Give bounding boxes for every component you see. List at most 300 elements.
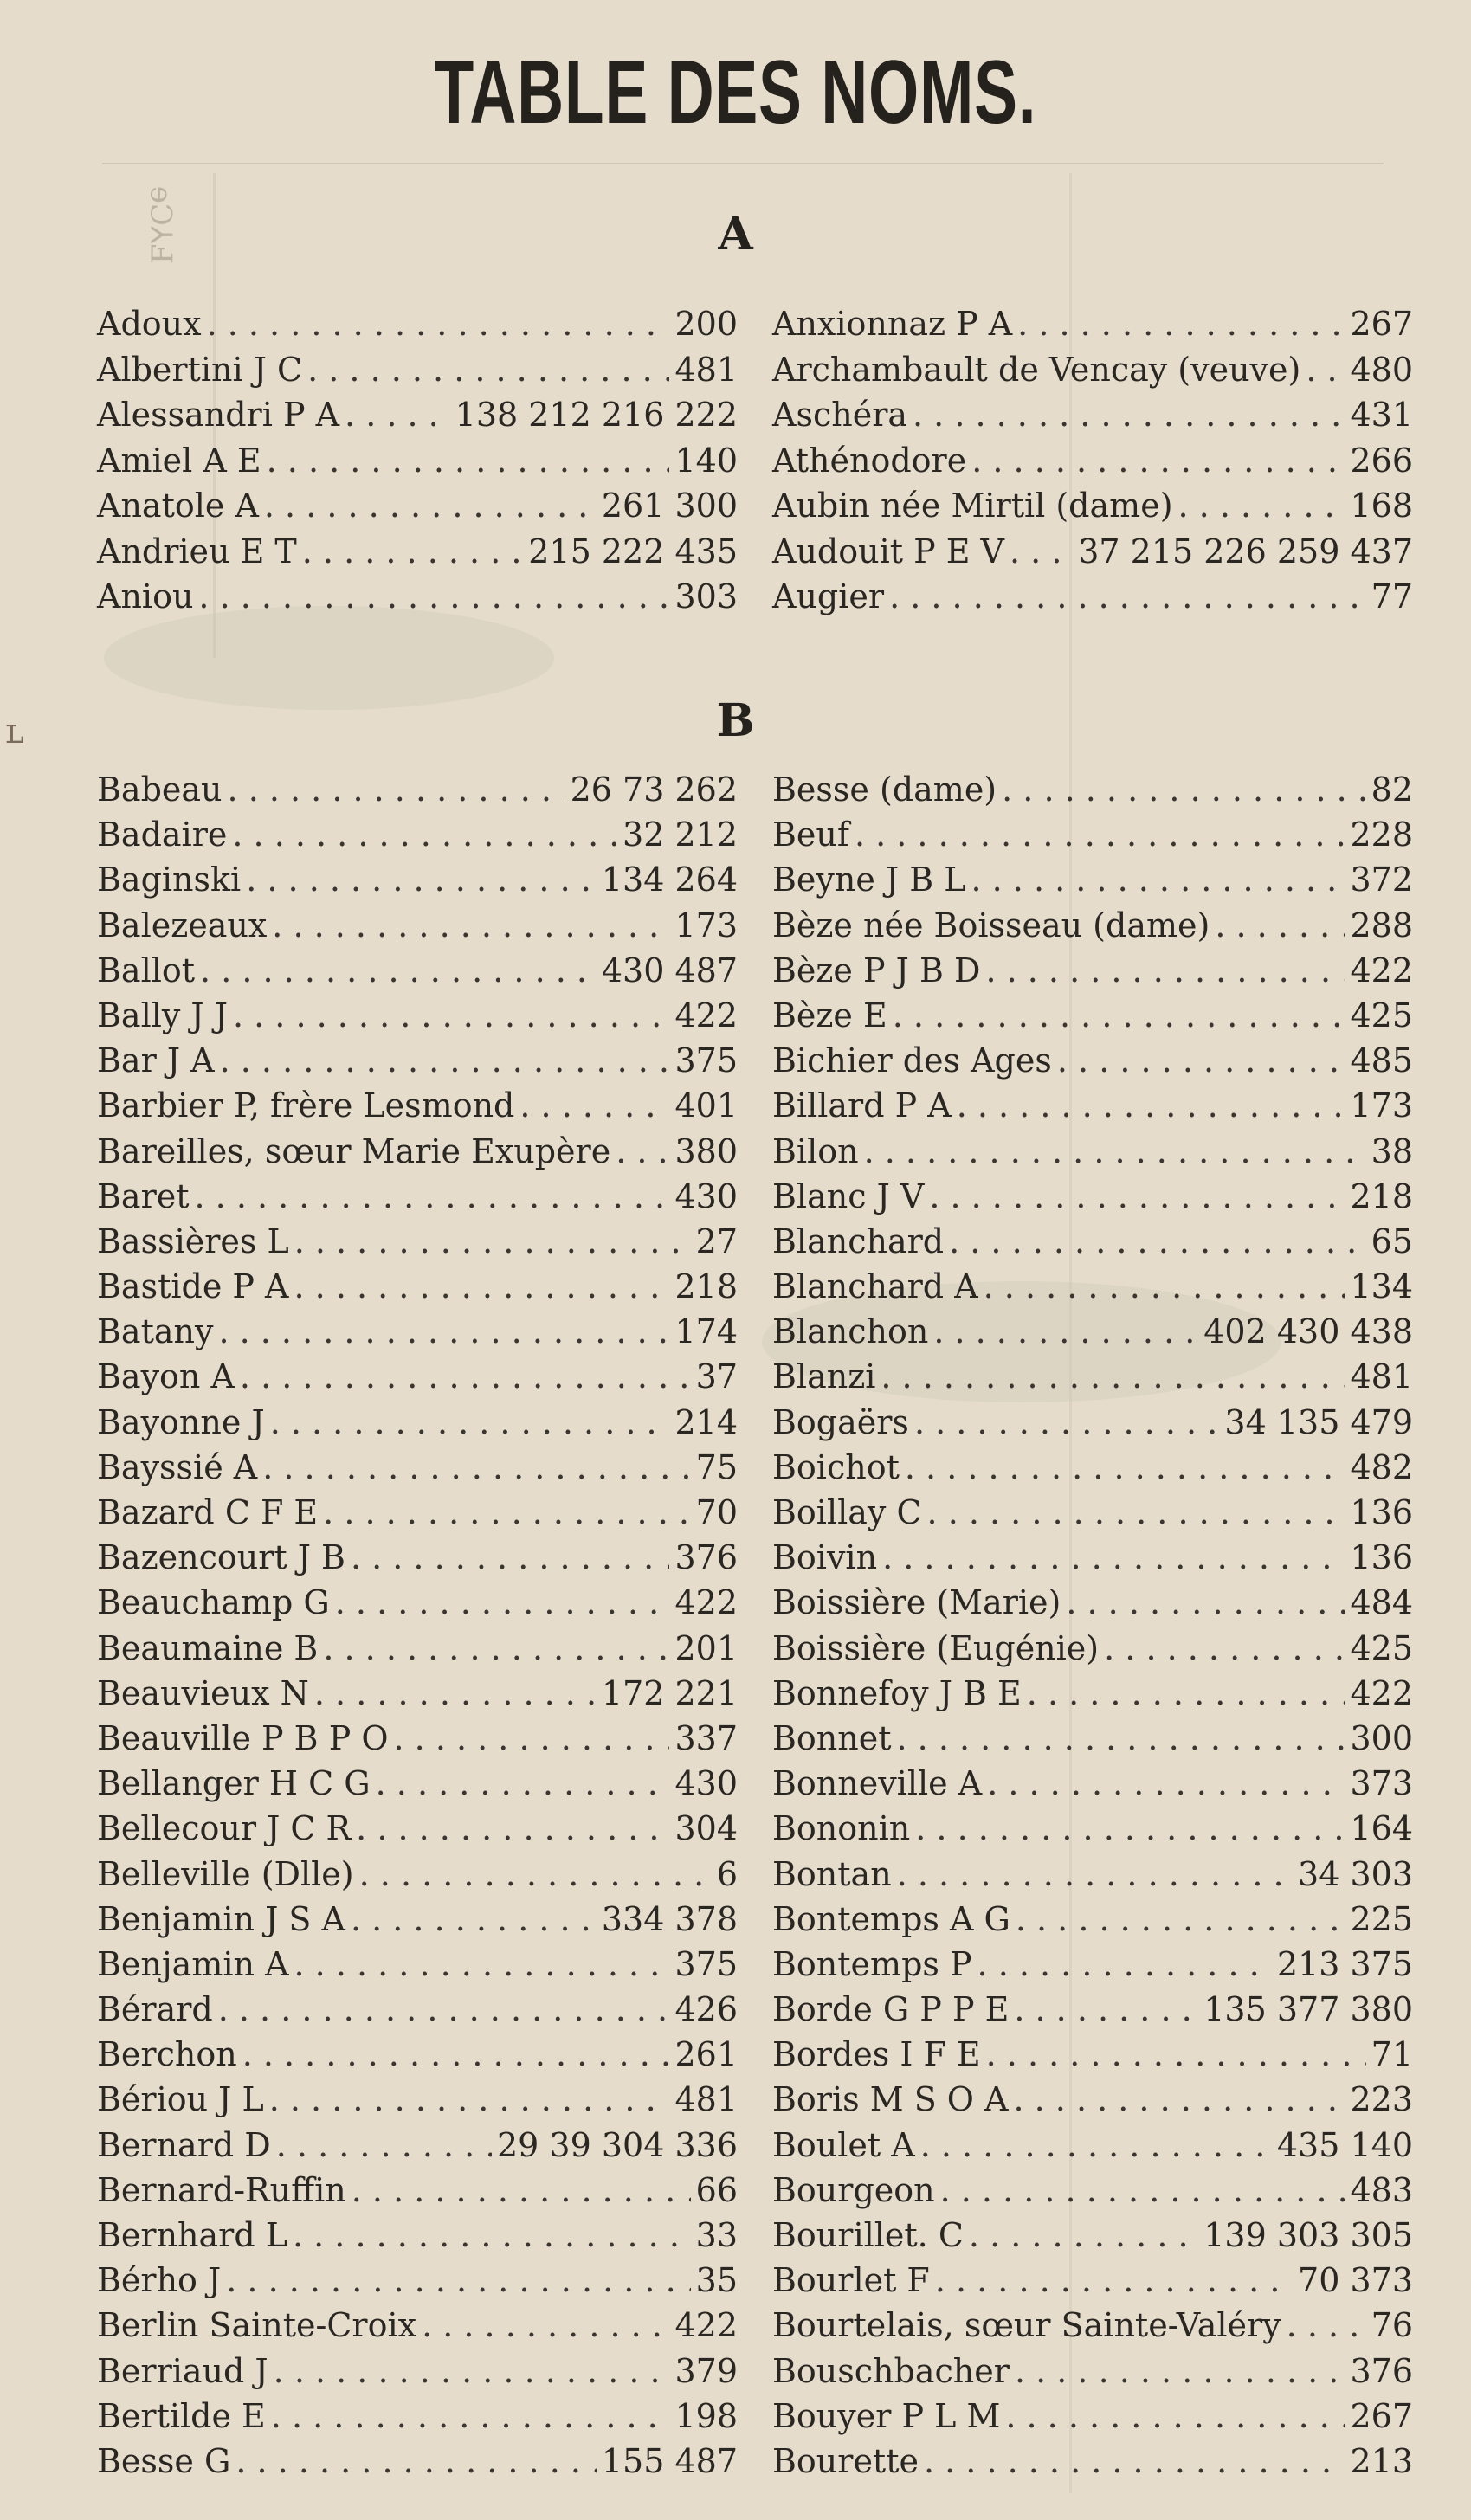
index-entry — [97, 951, 738, 996]
index-entry — [772, 951, 1413, 996]
entry-page-refs: 136 — [1350, 1493, 1413, 1531]
dot-leader — [293, 2216, 691, 2254]
dot-leader — [1178, 487, 1345, 525]
index-entry — [97, 860, 738, 906]
section-letter-a: A — [718, 208, 753, 261]
dot-leader — [359, 1855, 712, 1893]
entry-name: Bernard-Ruffin — [97, 2170, 346, 2209]
entry-name: Bèze E — [772, 996, 887, 1034]
dot-leader — [971, 860, 1345, 899]
entry-name: Benjamin J S A — [97, 1899, 345, 1938]
index-entry — [772, 1448, 1413, 1493]
index-entry — [772, 2397, 1413, 2442]
dot-leader — [274, 2352, 670, 2390]
index-entry — [772, 1041, 1413, 1086]
entry-name: Blanc J V — [772, 1176, 925, 1215]
index-entry — [97, 1177, 738, 1222]
entry-name: Aubin née Mirtil (dame) — [772, 487, 1173, 525]
entry-name: Bourette — [772, 2441, 919, 2480]
bleed-through-glyphs: ɘƆ⅄Ⅎ — [143, 185, 178, 265]
entry-page-refs: 480 — [1350, 350, 1413, 389]
entry-name: Bérho J — [97, 2261, 222, 2300]
dot-leader — [294, 1267, 670, 1305]
entry-name: Bernard D — [97, 2125, 271, 2164]
entry-name: Boichot — [772, 1447, 900, 1486]
header-rule — [102, 163, 1384, 164]
entry-page-refs: 422 — [674, 2306, 738, 2345]
entry-name: Billard P A — [772, 1086, 952, 1125]
index-entry — [97, 1448, 738, 1493]
entry-page-refs: 168 — [1350, 487, 1413, 525]
entry-name: Borde G P P E — [772, 1990, 1010, 2029]
entry-page-refs: 6 — [716, 1854, 738, 1893]
dot-leader — [198, 577, 669, 615]
index-entry — [97, 1629, 738, 1674]
entry-name: Alessandri P A — [97, 396, 340, 434]
entry-name: Bernhard L — [97, 2216, 287, 2254]
dot-leader — [915, 1809, 1345, 1847]
entry-name: Bertilde E — [97, 2396, 266, 2435]
dot-leader — [220, 1041, 670, 1080]
entry-name: Bassières L — [97, 1221, 289, 1260]
entry-page-refs: 27 — [695, 1221, 738, 1260]
entry-page-refs: 214 — [674, 1402, 738, 1441]
index-entry — [772, 1177, 1413, 1222]
dot-leader — [323, 1629, 669, 1667]
entry-name: Beauchamp G — [97, 1583, 330, 1622]
entry-page-refs: 303 — [674, 577, 738, 615]
entry-name: Albertini J C — [97, 350, 303, 389]
index-entry — [97, 1086, 738, 1131]
dot-leader — [246, 860, 597, 899]
entry-page-refs: 34 303 — [1298, 1854, 1413, 1893]
index-entry — [772, 532, 1413, 578]
entry-page-refs: 228 — [1350, 815, 1413, 854]
entry-name: Archambault de Vencay (veuve) — [772, 350, 1301, 389]
dot-leader — [218, 1990, 670, 2028]
entry-page-refs: 430 — [674, 1176, 738, 1215]
entry-name: Boillay C — [772, 1493, 922, 1531]
entry-name: Bayssié A — [97, 1447, 258, 1486]
dot-leader — [986, 2035, 1366, 2073]
dot-leader — [226, 2261, 690, 2299]
index-entry — [97, 1855, 738, 1900]
entry-page-refs: 422 — [1350, 951, 1413, 989]
index-entry — [772, 1945, 1413, 1990]
entry-name: Bouschbacher — [772, 2351, 1010, 2390]
dot-leader — [855, 815, 1345, 854]
dot-leader — [984, 1267, 1345, 1305]
entry-page-refs: 77 — [1371, 577, 1413, 615]
entry-page-refs: 288 — [1350, 906, 1413, 944]
entry-page-refs: 34 135 479 — [1224, 1402, 1413, 1441]
entry-name: Bontan — [772, 1854, 892, 1893]
entry-page-refs: 334 378 — [601, 1899, 738, 1938]
entry-page-refs: 267 — [1350, 305, 1413, 343]
dot-leader — [913, 396, 1345, 434]
entry-name: Baginski — [97, 860, 242, 899]
index-entry — [772, 487, 1413, 532]
entry-page-refs: 173 — [1350, 1086, 1413, 1125]
entry-page-refs: 481 — [1350, 1357, 1413, 1396]
index-entry — [97, 1583, 738, 1628]
index-entry — [97, 1267, 738, 1312]
entry-name: Boulet A — [772, 2125, 915, 2164]
entry-page-refs: 164 — [1350, 1809, 1413, 1848]
entry-name: Bériou J L — [97, 2080, 264, 2119]
entry-page-refs: 422 — [674, 1583, 738, 1622]
entry-page-refs: 213 — [1350, 2441, 1413, 2480]
entry-name: Besse G — [97, 2441, 231, 2480]
index-entry — [772, 305, 1413, 351]
index-entry — [97, 351, 738, 396]
entry-name: Ballot — [97, 951, 196, 989]
entry-name: Aschéra — [772, 396, 908, 434]
index-entry — [97, 2306, 738, 2351]
dot-leader — [519, 1086, 669, 1125]
index-entry — [97, 1357, 738, 1402]
entry-name: Badaire — [97, 815, 228, 854]
dot-leader — [200, 951, 597, 989]
index-entry — [97, 1809, 738, 1854]
dot-leader — [267, 441, 670, 480]
entry-name: Babeau — [97, 770, 223, 809]
entry-name: Beauville P B P O — [97, 1718, 389, 1757]
page-title: TABLE DES NOMS. — [434, 42, 1037, 143]
dot-leader — [864, 1132, 1366, 1170]
entry-name: Benjamin A — [97, 1944, 289, 1983]
dot-leader — [1010, 532, 1073, 570]
entry-page-refs: 35 — [695, 2261, 738, 2300]
entry-name: Blanzi — [772, 1357, 876, 1396]
entry-name: Blanchard — [772, 1221, 945, 1260]
dot-leader — [882, 1538, 1345, 1576]
index-entry — [97, 441, 738, 487]
index-entry — [97, 1132, 738, 1177]
entry-name: Bèze née Boisseau (dame) — [772, 906, 1210, 944]
dot-leader — [933, 1312, 1198, 1350]
entry-page-refs: 26 73 262 — [570, 770, 738, 809]
entry-name: Bazencourt J B — [97, 1538, 345, 1577]
entry-name: Belleville (Dlle) — [97, 1854, 354, 1893]
dot-leader — [1066, 1583, 1345, 1621]
index-entry — [97, 2126, 738, 2171]
dot-leader — [914, 1403, 1219, 1441]
entry-page-refs: 431 — [1350, 396, 1413, 434]
dot-leader — [233, 996, 669, 1034]
dot-leader — [1027, 1674, 1345, 1712]
dot-leader — [351, 1900, 597, 1938]
index-entry — [772, 1086, 1413, 1131]
entry-name: Bèze P J B D — [772, 951, 981, 989]
dot-leader — [228, 770, 565, 809]
index-entry — [97, 532, 738, 578]
entry-page-refs: 71 — [1371, 2035, 1413, 2074]
entry-name: Bayon A — [97, 1357, 235, 1396]
index-entry — [772, 1855, 1413, 1900]
dot-leader — [422, 2306, 669, 2344]
entry-page-refs: 425 — [1350, 1628, 1413, 1667]
section-b-right-column — [772, 770, 1413, 2487]
index-entry — [772, 577, 1413, 623]
entry-name: Balezeaux — [97, 906, 268, 944]
entry-name: Bellanger H C G — [97, 1764, 371, 1803]
entry-page-refs: 140 — [674, 441, 738, 480]
entry-name: Athénodore — [772, 441, 967, 480]
dot-leader — [232, 815, 617, 854]
entry-page-refs: 484 — [1350, 1583, 1413, 1622]
entry-page-refs: 483 — [1350, 2170, 1413, 2209]
entry-page-refs: 70 373 — [1298, 2261, 1413, 2300]
dot-leader — [264, 487, 597, 525]
index-entry — [97, 1764, 738, 1809]
dot-leader — [1017, 305, 1345, 343]
entry-name: Boivin — [772, 1538, 878, 1577]
index-entry — [772, 1493, 1413, 1538]
index-entry — [772, 770, 1413, 815]
dot-leader — [985, 951, 1345, 989]
index-entry — [772, 441, 1413, 487]
entry-name: Augier — [772, 577, 885, 615]
dot-leader — [294, 1222, 691, 1260]
entry-page-refs: 482 — [1350, 1447, 1413, 1486]
entry-page-refs: 135 377 380 — [1203, 1990, 1413, 2029]
entry-name: Bichier des Ages — [772, 1041, 1052, 1080]
section-letter-b: B — [716, 694, 755, 747]
entry-page-refs: 218 — [1350, 1176, 1413, 1215]
entry-name: Blanchon — [772, 1312, 929, 1351]
entry-page-refs: 38 — [1371, 1131, 1413, 1170]
index-entry — [772, 2126, 1413, 2171]
entry-page-refs: 173 — [674, 906, 738, 944]
index-entry — [772, 351, 1413, 396]
entry-name: Bareilles, sœur Marie Exupère — [97, 1131, 611, 1170]
entry-name: Bastide P A — [97, 1267, 289, 1306]
entry-name: Anatole A — [97, 487, 259, 525]
entry-page-refs: 201 — [674, 1628, 738, 1667]
entry-page-refs: 37 — [695, 1357, 738, 1396]
entry-name: Bazard C F E — [97, 1493, 319, 1531]
entry-page-refs: 155 487 — [601, 2441, 738, 2480]
dot-leader — [977, 1945, 1272, 1983]
index-entry — [772, 2306, 1413, 2351]
index-entry — [97, 305, 738, 351]
section-b-left-column — [97, 770, 738, 2487]
entry-name: Bourtelais, sœur Sainte-Valéry — [772, 2306, 1281, 2345]
entry-name: Aniou — [97, 577, 194, 615]
index-entry — [97, 1990, 738, 2035]
index-entry — [772, 1583, 1413, 1628]
index-entry — [97, 815, 738, 860]
dot-leader — [307, 351, 669, 389]
entry-page-refs: 65 — [1371, 1221, 1413, 1260]
entry-page-refs: 372 — [1350, 860, 1413, 899]
index-entry — [772, 2080, 1413, 2125]
entry-name: Bonnet — [772, 1718, 892, 1757]
index-entry — [97, 1538, 738, 1583]
index-entry — [772, 1629, 1413, 1674]
dot-leader — [235, 2442, 597, 2480]
entry-page-refs: 379 — [674, 2351, 738, 2390]
index-entry — [772, 2442, 1413, 2487]
entry-page-refs: 138 212 216 222 — [455, 396, 738, 434]
entry-name: Bar J A — [97, 1041, 215, 1080]
entry-page-refs: 70 — [695, 1493, 738, 1531]
dot-leader — [242, 2035, 670, 2073]
entry-name: Bogaërs — [772, 1402, 909, 1441]
entry-page-refs: 373 — [1350, 1764, 1413, 1803]
entry-name: Bellecour J C R — [97, 1809, 352, 1848]
index-entry — [97, 2035, 738, 2080]
dot-leader — [1005, 2397, 1345, 2435]
entry-page-refs: 136 — [1350, 1538, 1413, 1577]
index-entry — [772, 906, 1413, 951]
entry-name: Baret — [97, 1176, 190, 1215]
dot-leader — [940, 2171, 1345, 2209]
entry-page-refs: 82 — [1371, 770, 1413, 809]
entry-name: Boris M S O A — [772, 2080, 1009, 2119]
dot-leader — [302, 532, 523, 570]
entry-page-refs: 213 375 — [1276, 1944, 1413, 1983]
entry-name: Berriaud J — [97, 2351, 268, 2390]
dot-leader — [270, 1403, 670, 1441]
dot-leader — [262, 1448, 690, 1486]
entry-page-refs: 430 487 — [601, 951, 738, 989]
entry-page-refs: 37 215 226 259 437 — [1078, 532, 1413, 570]
dot-leader — [240, 1357, 691, 1395]
entry-name: Bontemps P — [772, 1944, 972, 1983]
entry-page-refs: 375 — [674, 1944, 738, 1983]
dot-leader — [1057, 1041, 1345, 1080]
entry-page-refs: 75 — [695, 1447, 738, 1486]
entry-name: Besse (dame) — [772, 770, 997, 809]
dot-leader — [893, 996, 1345, 1034]
entry-page-refs: 481 — [674, 2080, 738, 2119]
entry-page-refs: 198 — [674, 2396, 738, 2435]
dot-leader — [897, 1719, 1345, 1757]
dot-leader — [1016, 1900, 1345, 1938]
margin-mark-icon: ʟ — [5, 712, 24, 751]
entry-page-refs: 172 221 — [601, 1673, 738, 1712]
dot-leader — [269, 2080, 670, 2118]
entry-name: Beauvieux N — [97, 1673, 309, 1712]
index-entry — [772, 2261, 1413, 2306]
entry-name: Bordes I F E — [772, 2035, 981, 2074]
index-entry — [772, 2035, 1413, 2080]
entry-name: Batany — [97, 1312, 214, 1351]
index-entry — [772, 1990, 1413, 2035]
index-entry — [97, 396, 738, 441]
dot-leader — [376, 1764, 670, 1802]
index-entry — [97, 487, 738, 532]
index-entry — [97, 1945, 738, 1990]
dot-leader — [1215, 906, 1345, 944]
entry-name: Bonneville A — [772, 1764, 983, 1803]
index-entry — [97, 577, 738, 623]
index-entry — [772, 1403, 1413, 1448]
entry-name: Bally J J — [97, 996, 228, 1034]
index-entry — [97, 1312, 738, 1357]
dot-leader — [949, 1222, 1366, 1260]
dot-leader — [356, 1809, 669, 1847]
entry-name: Bourlet F — [772, 2261, 930, 2300]
dot-leader — [957, 1086, 1345, 1125]
entry-page-refs: 139 303 305 — [1203, 2216, 1413, 2254]
index-entry — [772, 1538, 1413, 1583]
entry-page-refs: 375 — [674, 1041, 738, 1080]
entry-name: Bononin — [772, 1809, 911, 1848]
index-entry — [772, 1132, 1413, 1177]
dot-leader — [1014, 1990, 1198, 2028]
dot-leader — [345, 396, 450, 434]
index-entry — [97, 1674, 738, 1719]
entry-page-refs: 426 — [674, 1990, 738, 2029]
dot-leader — [927, 1493, 1345, 1531]
dot-leader — [889, 577, 1366, 615]
index-entry — [97, 770, 738, 815]
index-entry — [97, 2352, 738, 2397]
index-entry — [97, 2397, 738, 2442]
index-entry — [97, 1900, 738, 1945]
index-entry — [97, 2442, 738, 2487]
dot-leader — [314, 1674, 597, 1712]
entry-name: Boissière (Marie) — [772, 1583, 1061, 1622]
entry-page-refs: 66 — [695, 2170, 738, 2209]
entry-page-refs: 485 — [1350, 1041, 1413, 1080]
entry-page-refs: 304 — [674, 1809, 738, 1848]
entry-name: Bonnefoy J B E — [772, 1673, 1022, 1712]
entry-page-refs: 261 300 — [601, 487, 738, 525]
entry-page-refs: 481 — [674, 350, 738, 389]
entry-page-refs: 422 — [1350, 1673, 1413, 1712]
index-entry — [772, 1357, 1413, 1402]
index-entry — [772, 860, 1413, 906]
entry-name: Bourillet. C — [772, 2216, 964, 2254]
index-entry — [772, 1674, 1413, 1719]
entry-name: Berchon — [97, 2035, 237, 2074]
dot-leader — [935, 2261, 1293, 2299]
entry-name: Boissière (Eugénie) — [772, 1628, 1100, 1667]
entry-page-refs: 32 212 — [623, 815, 738, 854]
dot-leader — [207, 305, 670, 343]
dot-leader — [924, 2442, 1345, 2480]
entry-page-refs: 218 — [674, 1267, 738, 1306]
entry-page-refs: 430 — [674, 1764, 738, 1803]
entry-page-refs: 401 — [674, 1086, 738, 1125]
entry-page-refs: 380 — [674, 1131, 738, 1170]
dot-leader — [929, 1177, 1345, 1215]
dot-leader — [987, 1764, 1345, 1802]
entry-page-refs: 134 — [1350, 1267, 1413, 1306]
index-entry — [772, 1312, 1413, 1357]
dot-leader — [351, 1538, 670, 1576]
entry-page-refs: 29 39 304 336 — [496, 2125, 738, 2164]
index-entry — [97, 996, 738, 1041]
entry-page-refs: 225 — [1350, 1899, 1413, 1938]
entry-name: Andrieu E T — [97, 532, 297, 570]
dot-leader — [971, 441, 1345, 480]
entry-name: Barbier P, frère Lesmond — [97, 1086, 515, 1125]
dot-leader — [969, 2216, 1198, 2254]
index-entry — [97, 1719, 738, 1764]
index-entry — [772, 1222, 1413, 1267]
dot-leader — [1013, 2080, 1345, 2118]
entry-name: Bontemps A G — [772, 1899, 1010, 1938]
entry-page-refs: 425 — [1350, 996, 1413, 1034]
entry-page-refs: 337 — [674, 1718, 738, 1757]
dot-leader — [1015, 2352, 1345, 2390]
entry-name: Bérard — [97, 1990, 213, 2029]
